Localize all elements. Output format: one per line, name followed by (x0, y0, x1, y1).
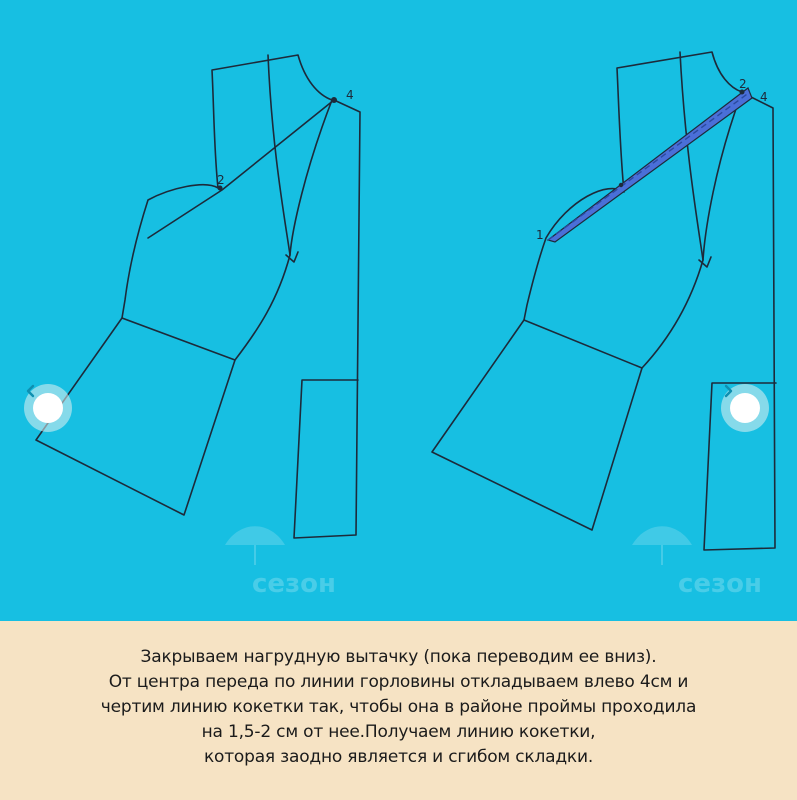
left-watermark-text: сезон (252, 569, 336, 599)
left-bodice-outline (36, 55, 332, 515)
left-point-4-label: 4 (346, 88, 354, 102)
yoke-strip-highlight (548, 88, 752, 242)
next-slide-button[interactable] (721, 384, 769, 432)
right-armhole-dart-line (680, 52, 703, 260)
right-waist-line (524, 320, 642, 368)
instruction-caption (0, 621, 797, 800)
caption-line-2: От центра переда по линии горловины откладываем влево 4см и (108, 672, 689, 692)
left-point-2-label: 2 (217, 173, 225, 187)
chevron-right-icon (721, 384, 735, 398)
caption-line-3: чертим линию кокетки так, чтобы она в районе проймы проходила (100, 697, 697, 717)
left-side-strip (294, 100, 360, 538)
right-watermark-text: сезон (678, 569, 762, 599)
caption-line-1: Закрываем нагрудную вытачку (пока переводим ее вниз). (140, 647, 657, 667)
right-point-1-label: 1 (536, 228, 544, 242)
left-waist-line (122, 318, 235, 360)
right-point-4-label: 4 (760, 90, 768, 104)
right-bodice-outline (432, 52, 742, 530)
left-yoke-line (148, 100, 334, 238)
caption-line-5: которая заодно является и сгибом складки. (203, 747, 594, 767)
prev-slide-button[interactable] (24, 384, 72, 432)
left-point-4-marker (331, 97, 337, 103)
right-watermark (632, 526, 762, 599)
caption-line-4: на 1,5-2 см от нее.Получаем линию кокетки, (201, 722, 596, 742)
right-mid-marker (619, 183, 623, 187)
chevron-left-icon (24, 384, 38, 398)
right-side-strip (704, 95, 776, 550)
left-armhole-dart-line (268, 55, 290, 255)
right-point-2-label: 2 (739, 77, 747, 91)
